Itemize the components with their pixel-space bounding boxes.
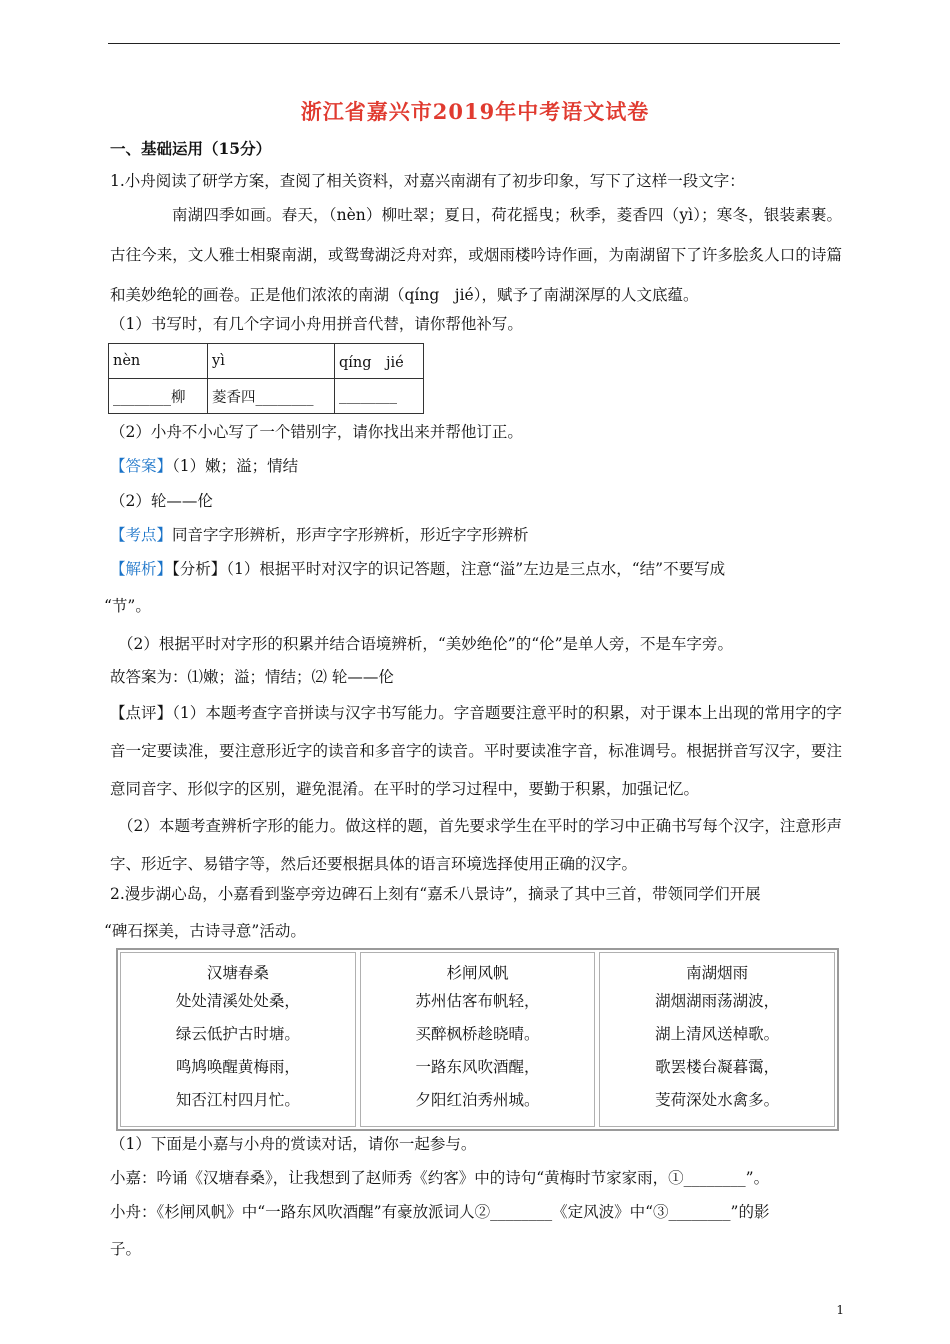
table-header-cell: qíng jié xyxy=(335,344,424,379)
table-row xyxy=(109,344,424,379)
dialog-line-2-cont: 子。 xyxy=(110,1240,142,1258)
question-2-line-2: “碑石探美，古诗寻意”活动。 xyxy=(104,922,306,940)
table-row xyxy=(109,379,424,414)
answer-blank-cell[interactable]: ________柳 xyxy=(109,379,208,414)
table-header-cell: nèn xyxy=(109,344,208,379)
comment-paragraph-2: （2）本题考查辨析字形的能力。做这样的题，首先要求学生在平时的学习中正确书写每个汉字，注意形声字、形近字、易错字等，然后还要根据具体的语言环境选择使用正确的汉字。 xyxy=(110,817,842,873)
kaodian-line xyxy=(110,524,842,546)
answer-text: （1）嫩；溢；情结 xyxy=(172,457,299,475)
section-heading: 一、基础运用（15分） xyxy=(110,139,272,158)
poem-line: 一路东风吹酒醒， xyxy=(415,1058,540,1076)
pinyin-table xyxy=(108,343,424,414)
poem-line: 夕阳红泊秀州城。 xyxy=(415,1091,540,1109)
poem-line: 处处清溪处处桑， xyxy=(175,992,300,1010)
poem-title: 杉闸风帆 xyxy=(446,964,509,982)
poem-line: 湖烟湖雨荡湖波， xyxy=(655,992,780,1010)
header-rule xyxy=(108,43,840,44)
jiexi-text: 【分析】（1）根据平时对汉字的识记答题，注意“溢”左边是三点水，“结”不要写成 xyxy=(172,560,726,578)
poem-title: 汉塘春桑 xyxy=(206,964,269,982)
poem-column xyxy=(360,952,596,1127)
jiexi-continuation: “节”。 xyxy=(104,597,151,615)
jiexi-tag: 【解析】 xyxy=(110,560,173,578)
poem-column xyxy=(599,952,835,1127)
dialog-line-1: 小嘉：吟诵《汉塘春桑》，让我想到了赵师秀《约客》中的诗句“黄梅时节家家雨，①________”。 xyxy=(110,1169,770,1187)
table-header-cell: yì xyxy=(208,344,335,379)
jiexi-text-2: （2）根据平时对字形的积累并结合语境辨析，“美妙绝伦”的“伦”是单人旁，不是车字旁。 xyxy=(118,635,734,653)
final-answer: 故答案为：⑴嫩；溢；情结；⑵ 轮——伦 xyxy=(110,668,394,686)
poem-line: 芰荷深处水禽多。 xyxy=(655,1091,780,1109)
kaodian-tag: 【考点】 xyxy=(110,526,173,544)
question-2-sub1: （1）下面是小嘉与小舟的赏读对话，请你一起参与。 xyxy=(110,1135,477,1153)
poem-line: 歌罢楼台凝暮霭， xyxy=(655,1058,780,1076)
dialog-line-2: 小舟：《杉闸风帆》中“一路东风吹酒醒”有豪放派词人②________《定风波》中“③________”的影 xyxy=(110,1203,770,1221)
answer-blank-cell[interactable]: 菱香四________ xyxy=(208,379,335,414)
question-2-line-1: 2.漫步湖心岛，小嘉看到鉴亭旁边碑石上刻有“嘉禾八景诗”，摘录了其中三首，带领同学们开展 xyxy=(110,885,761,903)
question-1-sub2: （2）小舟不小心写了一个错别字，请你找出来并帮他订正。 xyxy=(110,423,523,441)
comment-paragraph-1: 【点评】（1）本题考查字音拼读与汉字书写能力。字音题要注意平时的积累，对于课本上出现的常用字的字音一定要读准，要注意形近字的读音和多音字的读音。平时要读准字音，标准调号。根据拼音写汉字，要注意同音字、形似字的区别，避免混淆。在平时的学习过程中，要勤于积累，加强记忆。 xyxy=(110,704,842,798)
question-1-intro: 1.小舟阅读了研学方案，查阅了相关资料，对嘉兴南湖有了初步印象，写下了这样一段文字： xyxy=(110,172,745,190)
page-number: 1 xyxy=(836,1303,844,1317)
poem-line: 买醉枫桥趁晓晴。 xyxy=(415,1025,540,1043)
jiexi-line xyxy=(110,558,842,580)
poem-line: 绿云低护古时塘。 xyxy=(175,1025,300,1043)
poem-title: 南湖烟雨 xyxy=(686,964,749,982)
answer-line xyxy=(110,455,842,477)
question-1-sub1: （1）书写时，有几个字词小舟用拼音代替，请你帮他补写。 xyxy=(110,315,523,333)
answer-tag: 【答案】 xyxy=(110,457,173,475)
poem-column xyxy=(120,952,356,1127)
poem-line: 苏州估客布帆轻， xyxy=(415,992,540,1010)
page-title: 浙江省嘉兴市2019年中考语文试卷 xyxy=(300,99,650,124)
answer-text-2: （2）轮——伦 xyxy=(110,492,213,510)
poem-line: 湖上清风送棹歌。 xyxy=(655,1025,780,1043)
kaodian-text: 同音字字形辨析，形声字字形辨析，形近字字形辨析 xyxy=(172,526,529,544)
poem-line: 鸣鸠唤醒黄梅雨， xyxy=(175,1058,300,1076)
poem-table xyxy=(116,948,839,1131)
question-1-passage: 南湖四季如画。春天，（nèn）柳吐翠；夏日，荷花摇曳；秋季，菱香四（yì）；寒冬，银装素裹。古往今来，文人雅士相聚南湖，或鸳鸯湖泛舟对弈，或烟雨楼吟诗作画，为南湖留下了许多脍炙人口的诗篇和美妙绝轮的画卷。正是他们浓浓的南湖（qíng jié），赋予了南湖深厚的人文底蕴。 xyxy=(110,206,842,304)
poem-line: 知否江村四月忙。 xyxy=(175,1091,300,1109)
answer-blank-cell[interactable]: ________ xyxy=(335,379,424,414)
